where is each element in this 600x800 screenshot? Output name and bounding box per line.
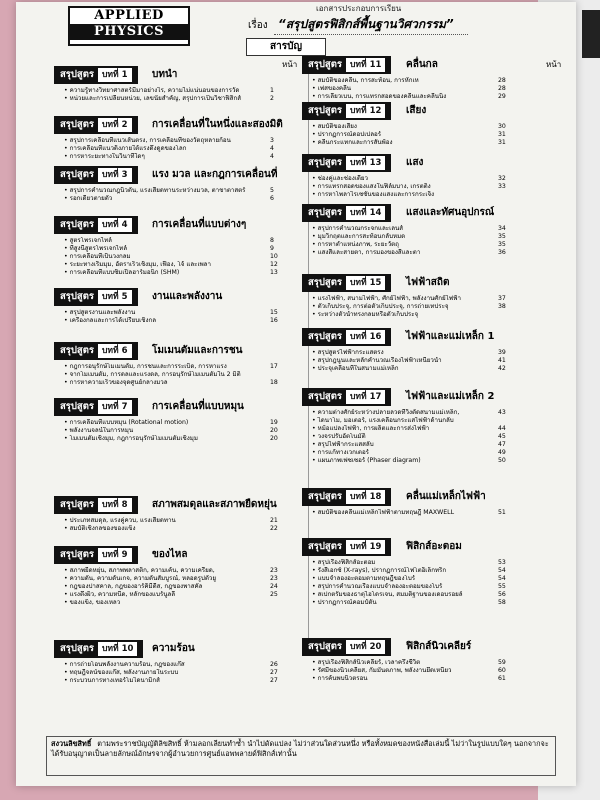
chapter-prefix: สรุปสูตร (308, 157, 343, 168)
page-number: 54 (498, 567, 506, 574)
chapter-topics (64, 661, 264, 685)
page-number: 5 (270, 187, 274, 194)
topic-item: • การแทรกสอดของแสงในฟิล์มบาง, เกรตติ้ง (312, 183, 508, 191)
chapter-prefix: สรุปสูตร (308, 391, 343, 402)
chapter-number: บทที่ 20 (346, 640, 385, 654)
chapter-prefix: สรุปสูตร (60, 219, 95, 230)
copyright-label: สงวนลิขสิทธิ์ (51, 739, 92, 748)
chapter-prefix: สรุปสูตร (60, 291, 95, 302)
topic-item: • สรุปสูตรงานและพลังงาน (64, 309, 264, 317)
chapter-tag (54, 640, 143, 658)
brand-line1: APPLIED (94, 8, 164, 23)
page-number: 4 (270, 153, 274, 160)
chapter-topics (312, 559, 508, 607)
page-number: 19 (270, 419, 278, 426)
topic-item: • การเลี้ยวเบน, การแทรกสอดของคลื่นและคลื่นนิ่ง (312, 93, 508, 101)
page-number: 3 (270, 137, 274, 144)
topic-item: • ช่องคู่และช่องเดี่ยว (312, 175, 508, 183)
chapter-number: บทที่ 18 (346, 490, 385, 504)
chapter-title: การเคลื่อนที่แบบต่างๆ (152, 219, 247, 230)
page-number (498, 311, 506, 319)
chapter-prefix: สรุปสูตร (308, 207, 343, 218)
page-number: 43 (498, 409, 506, 416)
page-number: 42 (498, 365, 506, 372)
topic-item: • สรุปการเคลื่อนที่แนวเส้นตรง, การเคลื่อนที่ของวัตถุหลายก้อน (64, 137, 264, 145)
page-numbers (270, 661, 278, 685)
topic-item: • ระยะทางเริ่มมุม, อัตราเร็วเชิงมุม, เฟือง, โจ้ และเพลา (64, 261, 264, 269)
page-numbers (270, 419, 278, 443)
page-number: 6 (270, 195, 274, 202)
page-number: 20 (270, 427, 278, 434)
chapter-number: บทที่ 4 (98, 218, 131, 232)
chapter-tag (54, 546, 138, 564)
document-type: เอกสารประกอบการเรียน (316, 4, 402, 13)
topic-item: • สรุปการคำนวณกระจกและเลนส์ (312, 225, 508, 233)
chapter-tag (54, 166, 138, 184)
topic-item: • มุมวิกฤตและการสะท้อนกลับหมด (312, 233, 508, 241)
topic-item: • สเปกตรัมของธาตุไฮโดรเจน, สมมติฐานของเดอบรอยล์ (312, 591, 508, 599)
page-numbers (270, 187, 274, 203)
chapter-tag (54, 216, 138, 234)
topic-item: • แรงไฟฟ้า, สนามไฟฟ้า, ศักย์ไฟฟ้า, พลังงานศักย์ไฟฟ้า (312, 295, 508, 303)
page-number: 15 (270, 309, 278, 316)
topic-item: • สูตรโพรเจกไทล์ (64, 237, 264, 245)
page-numbers (270, 137, 274, 161)
topic-item: • การหาตำแหน่งภาพ, ระยะวัตถุ (312, 241, 508, 249)
topic-item: • กฎการอนุรักษ์โมเมนตัม, การชนและการระเบิด, การหาแรง (64, 363, 264, 371)
page-number: 54 (498, 575, 506, 582)
page-number: 53 (498, 559, 506, 566)
chapter-prefix: สรุปสูตร (60, 643, 95, 654)
page-number (498, 191, 506, 199)
topic-item: • การเคลื่อนที่แนวดิ่งภายใต้แรงดึงดูดของโลก (64, 145, 264, 153)
topic-item: • สมบัติเชิงกลของของแข็ง (64, 525, 264, 533)
chapter-tag (302, 388, 391, 406)
page-number: 23 (270, 567, 278, 574)
page-numbers (270, 237, 278, 277)
chapter-number: บทที่ 8 (98, 498, 131, 512)
chapter-prefix: สรุปสูตร (60, 119, 95, 130)
page-number: 24 (270, 583, 278, 590)
topic-item: • สรุปการคำนวณกฎนิวตัน, แรงเสียดทานระหว่างมวล, ตาชาตาสตร์ (64, 187, 264, 195)
page-number: 17 (270, 363, 278, 370)
topic-item: • โมเมนตัมเชิงมุม, กฎการอนุรักษ์โมเมนตัมเชิงมุม (64, 435, 264, 443)
topic-item: • การค้นพบนิวตรอน (312, 675, 508, 683)
chapter-tag (302, 274, 391, 292)
chapter-title: ไฟฟ้าและแม่เหล็ก 1 (406, 331, 495, 342)
page-number: 30 (498, 123, 506, 130)
chapter-topics (312, 295, 508, 319)
topic-item: • ปรากฏการณ์คอมป์ตัน (312, 599, 508, 607)
page-number: 36 (498, 249, 506, 256)
chapter-title: การเคลื่อนที่แบบหมุน (152, 401, 244, 412)
subject-label: เรื่อง (248, 20, 268, 31)
page-numbers (270, 309, 278, 325)
page-number: 12 (270, 261, 278, 268)
chapter-number: บทที่ 13 (346, 156, 385, 170)
chapter-topics (312, 175, 508, 199)
page-number: 27 (270, 677, 278, 684)
chapter-number: บทที่ 19 (346, 540, 385, 554)
topic-item: • ประจุเคลื่อนที่ในสนามแม่เหล็ก (312, 365, 508, 373)
chapter-title: ของไหล (152, 549, 188, 560)
chapter-title: ไฟฟ้าสถิต (406, 277, 450, 288)
chapter-topics (312, 659, 508, 683)
chapter-topics (64, 363, 264, 387)
page-number: 56 (498, 591, 506, 598)
topic-item: • การเคลื่อนที่เป็นวงกลม (64, 253, 264, 261)
chapter-title: ความร้อน (152, 643, 195, 654)
topic-item: • ของแข็ง, ของเหลว (64, 599, 264, 607)
page-number: 45 (498, 433, 506, 440)
chapter-number: บทที่ 5 (98, 290, 131, 304)
topic-item: • กฎของปาสคาล, กฎของอาร์คิมีดีส, กฎของพาสคัล (64, 583, 264, 591)
topic-item: • จากโมเมนตัม, การดลและแรงดล, การอนุรักษ์โมเมนตัมใน 2 มิติ (64, 371, 264, 379)
page-number: 35 (498, 233, 506, 240)
chapter-title: ฟิสิกส์นิวเคลียร์ (406, 641, 472, 652)
topic-item: • สรุปเรื่องฟิสิกส์อะตอม (312, 559, 508, 567)
page-number: 47 (498, 441, 506, 448)
topic-item: • การเคลื่อนที่แบบหมุน (Rotational motion) (64, 419, 264, 427)
page-numbers (270, 87, 274, 103)
page-number: 55 (498, 583, 506, 590)
page-number: 32 (498, 175, 506, 182)
chapter-topics (312, 409, 508, 465)
page-number: 18 (270, 379, 278, 386)
topic-item: • หม้อแปลงไฟฟ้า, การผลิตและการส่งไฟฟ้า (312, 425, 508, 433)
chapter-topics (64, 137, 264, 161)
chapter-topics (64, 419, 264, 443)
page-number: 37 (498, 295, 506, 302)
chapter-number: บทที่ 12 (346, 104, 385, 118)
chapter-title: แรง มวล และกฎการเคลื่อนที่ (152, 169, 278, 180)
topic-item: • คลื่นกระแทกและการสั่นพ้อง (312, 139, 508, 147)
chapter-topics (312, 123, 508, 147)
chapter-prefix: สรุปสูตร (308, 541, 343, 552)
chapter-topics (64, 309, 264, 325)
chapter-tag (302, 538, 391, 556)
page-number: 25 (270, 591, 278, 598)
topic-item: • แผนภาพเฟซเซอร์ (Phaser diagram) (312, 457, 508, 465)
chapter-prefix: สรุปสูตร (308, 331, 343, 342)
topic-item: • การถ่ายโอนพลังงานความร้อน, กฎของแก๊ส (64, 661, 264, 669)
page-number (270, 371, 278, 379)
chapter-prefix: สรุปสูตร (308, 641, 343, 652)
chapter-topics (312, 77, 508, 101)
topic-item: • ระหว่างตัวนำทรงกลมหรือตัวเก็บประจุ (312, 311, 508, 319)
page-number: 31 (498, 131, 506, 138)
chapter-title: บทนำ (152, 69, 178, 80)
chapter-tag (302, 102, 391, 120)
topic-item: • ความรู้ทางวิทยาศาสตร์มีมาอย่างไร, ความไม่แน่นอนของการวัด (64, 87, 264, 95)
chapter-prefix: สรุปสูตร (60, 345, 95, 356)
topic-item: • แบบจำลองอะตอมตามทฤษฎีของโบร์ (312, 575, 508, 583)
page-number: 16 (270, 317, 278, 324)
page-number: 28 (498, 85, 506, 92)
topic-item: • สมบัติของคลื่น, การสะท้อน, การหักเห (312, 77, 508, 85)
chapter-topics (64, 187, 264, 203)
page-number: 10 (270, 253, 278, 260)
page-number: 44 (498, 425, 506, 432)
page-numbers (498, 225, 506, 257)
page-number: 27 (270, 669, 278, 676)
chapter-prefix: สรุปสูตร (60, 69, 95, 80)
page-number: 34 (498, 225, 506, 232)
topic-item: • ประเภทสมดุล, แรงคู่ควบ, แรงเสียดทาน (64, 517, 264, 525)
page-numbers (498, 175, 506, 199)
chapter-title: โมเมนตัมและการชน (152, 345, 243, 356)
chapter-title: คลื่นแม่เหล็กไฟฟ้า (406, 491, 486, 502)
page-number: 29 (498, 93, 506, 100)
topic-item: • การเคลื่อนที่แบบซิมเปิลฮาร์มอนิก (SHM) (64, 269, 264, 277)
chapter-title: ไฟฟ้าและแม่เหล็ก 2 (406, 391, 495, 402)
chapter-number: บทที่ 14 (346, 206, 385, 220)
page-number: 26 (270, 661, 278, 668)
page-number: 20 (270, 435, 278, 442)
chapter-topics (64, 567, 264, 607)
chapter-prefix: สรุปสูตร (60, 499, 95, 510)
topic-item: • ไดนาโม, มอเตอร์, แรงเคลื่อนกระแสไฟฟ้าด้านกลับ (312, 417, 508, 425)
chapter-prefix: สรุปสูตร (60, 169, 95, 180)
chapter-title: ฟิสิกส์อะตอม (406, 541, 462, 552)
chapter-tag (302, 328, 391, 346)
page-number: 2 (270, 95, 274, 102)
topic-item: • รัศมีของนิวเคลียส, กัมมันตภาพ, พลังงานยึดเหนี่ยว (312, 667, 508, 675)
chapter-topics (64, 87, 264, 103)
topic-item: • กระบวนการทางเทอร์โมไดนามิกส์ (64, 677, 264, 685)
chapter-title: คลื่นกล (406, 59, 438, 70)
topic-item: • การแก้ทางเวกเตอร์ (312, 449, 508, 457)
page-number: 41 (498, 357, 506, 364)
chapter-number: บทที่ 1 (98, 68, 131, 82)
topic-item: • รังสีเอกซ์ (X-rays), ปรากฏการณ์โฟโตอิเล็กทริก (312, 567, 508, 575)
chapter-tag (302, 154, 391, 172)
page-number: 23 (270, 575, 278, 582)
page-number: 31 (498, 139, 506, 146)
chapter-tag (54, 496, 138, 514)
brand-line2: PHYSICS (70, 24, 188, 40)
chapter-number: บทที่ 2 (98, 118, 131, 132)
chapter-prefix: สรุปสูตร (308, 491, 343, 502)
chapter-tag (54, 116, 138, 134)
chapter-title: การเคลื่อนที่ในหนึ่งและสองมิติ (152, 119, 283, 130)
page-numbers (498, 509, 506, 517)
page-numbers (270, 517, 278, 533)
toc-heading: สารบัญ (246, 38, 326, 56)
chapter-topics (64, 237, 264, 277)
page-numbers (270, 363, 278, 387)
chapter-title: เสียง (406, 105, 427, 116)
dark-tab (582, 10, 600, 58)
topic-item: • สรุปการคำนวณเรื่องแบบจำลองอะตอมของโบร์ (312, 583, 508, 591)
page-number: 50 (498, 457, 506, 464)
page-number: 21 (270, 517, 278, 524)
chapter-prefix: สรุปสูตร (60, 549, 95, 560)
topic-item: • วงจรปรับอัตโนมัติ (312, 433, 508, 441)
topic-item: • ทฤษฎีจลน์ของแก๊ส, พลังงานภายในระบบ (64, 669, 264, 677)
topic-item: • แสงสีและสายตา, การมองของสีและตา (312, 249, 508, 257)
chapter-number: บทที่ 7 (98, 400, 131, 414)
document-title: “สรุปสูตรฟิสิกส์พื้นฐานวิศวกรรม” (274, 15, 468, 35)
topic-item: • การหาระยะทางในวินาทีใดๆ (64, 153, 264, 161)
topic-item: • สมบัติของคลื่นแม่เหล็กไฟฟ้าตามทฤษฎี MAXWELL (312, 509, 508, 517)
page-column-header-right: หน้า (546, 60, 562, 69)
page-number: 4 (270, 145, 274, 152)
chapter-title: งานและพลังงาน (152, 291, 223, 302)
chapter-number: บทที่ 3 (98, 168, 131, 182)
topic-item: • ที่สูงนี้สูตรโพรเจกไทล์ (64, 245, 264, 253)
topic-item: • การหาความเร็วของจุดศูนย์กลางมวล (64, 379, 264, 387)
page-numbers (498, 295, 506, 319)
page-number: 8 (270, 237, 274, 244)
page-number: 9 (270, 245, 274, 252)
page-number (270, 599, 278, 607)
page-number: 59 (498, 659, 506, 666)
page-numbers (498, 349, 506, 373)
chapter-topics (64, 517, 264, 533)
chapter-prefix: สรุปสูตร (60, 401, 95, 412)
page-column-header-left: หน้า (282, 60, 298, 69)
chapter-title: แสง (406, 157, 424, 168)
topic-item: • สรุปไฟฟ้ากระแสสลับ (312, 441, 508, 449)
page-numbers (498, 559, 506, 607)
page-number: 1 (270, 87, 274, 94)
page-number (498, 417, 506, 425)
chapter-tag (54, 288, 138, 306)
chapter-title: สภาพสมดุลและสภาพยืดหยุ่น (152, 499, 277, 510)
topic-item: • สรุปกฎนูนและหลักคำนวณเรื่องไฟฟ้าเหนี่ยวนำ (312, 357, 508, 365)
topic-item: • แรงตึงผิว, ความหนืด, หลักของแบร์นูลลี (64, 591, 264, 599)
page-number: 49 (498, 449, 506, 456)
chapter-tag (54, 66, 138, 84)
page-number: 22 (270, 525, 278, 532)
topic-item: • สภาพยืดหยุ่น, สภาพพลาสติก, ความเค้น, ความเครียด, (64, 567, 264, 575)
topic-item: • ความต่างศักย์ระหว่างปลายลวดที่วิ่งตัดสนามแม่เหล็ก, (312, 409, 508, 417)
page-number: 28 (498, 77, 506, 84)
copyright-notice (46, 736, 556, 776)
chapter-number: บทที่ 11 (346, 58, 385, 72)
page-number: 13 (270, 269, 278, 276)
chapter-number: บทที่ 16 (346, 330, 385, 344)
page-numbers (498, 123, 506, 147)
page-number: 58 (498, 599, 506, 606)
page-number: 61 (498, 675, 506, 682)
chapter-title: แสงและทัศนอุปกรณ์ (406, 207, 495, 218)
chapter-number: บทที่ 9 (98, 548, 131, 562)
chapter-topics (312, 349, 508, 373)
chapter-number: บทที่ 6 (98, 344, 131, 358)
page-numbers (270, 567, 278, 607)
chapter-tag (54, 342, 138, 360)
page-number: 39 (498, 349, 506, 356)
page-numbers (498, 77, 506, 101)
topic-item: • เฟสของคลื่น (312, 85, 508, 93)
chapter-tag (302, 204, 391, 222)
topic-item: • รอกเดี่ยวตายตัว (64, 195, 264, 203)
page-number: 35 (498, 241, 506, 248)
page-number: 38 (498, 303, 506, 310)
topic-item: • หน่วยและการเปลี่ยนหน่วย, เลขนัยสำคัญ, สรุปการเป็นวิชาฟิสิกส์ (64, 95, 264, 103)
chapter-number: บทที่ 10 (98, 642, 137, 656)
chapter-tag (302, 56, 391, 74)
page-number: 60 (498, 667, 506, 674)
topic-item: • ปรากฏการณ์ดอปเปลอร์ (312, 131, 508, 139)
topic-item: • สมบัติของเสียง (312, 123, 508, 131)
page-number: 51 (498, 509, 506, 516)
topic-item: • ความดัน, ความดันเกจ, ความดันสัมบูรณ์, หลอดรูปตัวยู (64, 575, 264, 583)
document-page (16, 2, 576, 786)
applied-physics-logo (68, 6, 190, 46)
chapter-tag (54, 398, 138, 416)
copyright-text: ตามพระราชบัญญัติลิขสิทธิ์ ห้ามลอกเลียนทำซ้ำ นำไปดัดแปลง ไม่ว่าส่วนใดส่วนหนึ่ง หรือทั้งหมดของหนังสือเล่มนี้ ไม่ว่าในรูปแบบใดๆ นอกจากจะได้รับอนุญาตเป็นลายลักษณ์อักษรจากผู้อำนวยการศูนย์แอพพลายด์ฟิสิกส์เท่านั้น (51, 739, 549, 758)
page-number: 33 (498, 183, 506, 190)
topic-item: • สรุปเรื่องฟิสิกส์นิวเคลียร์, เวลาครึ่งชีวิต (312, 659, 508, 667)
chapter-number: บทที่ 17 (346, 390, 385, 404)
topic-item: • ตัวเก็บประจุ, การต่อตัวเก็บประจุ, การถ่ายเทประจุ (312, 303, 508, 311)
chapter-prefix: สรุปสูตร (308, 59, 343, 70)
chapter-tag (302, 488, 391, 506)
topic-item: • การหาโพลาไรเซชันของแสงและการกระเจิง (312, 191, 508, 199)
topic-item: • สรุปสูตรไฟฟ้ากระแสตรง (312, 349, 508, 357)
topic-item: • เครื่องกลและการได้เปรียบเชิงกล (64, 317, 264, 325)
topic-item: • พลังงานจลน์ในการหมุน (64, 427, 264, 435)
chapter-prefix: สรุปสูตร (308, 105, 343, 116)
page-numbers (498, 659, 506, 683)
chapter-prefix: สรุปสูตร (308, 277, 343, 288)
chapter-topics (312, 225, 508, 257)
page-numbers (498, 409, 506, 465)
chapter-tag (302, 638, 391, 656)
chapter-topics (312, 509, 508, 517)
chapter-number: บทที่ 15 (346, 276, 385, 290)
